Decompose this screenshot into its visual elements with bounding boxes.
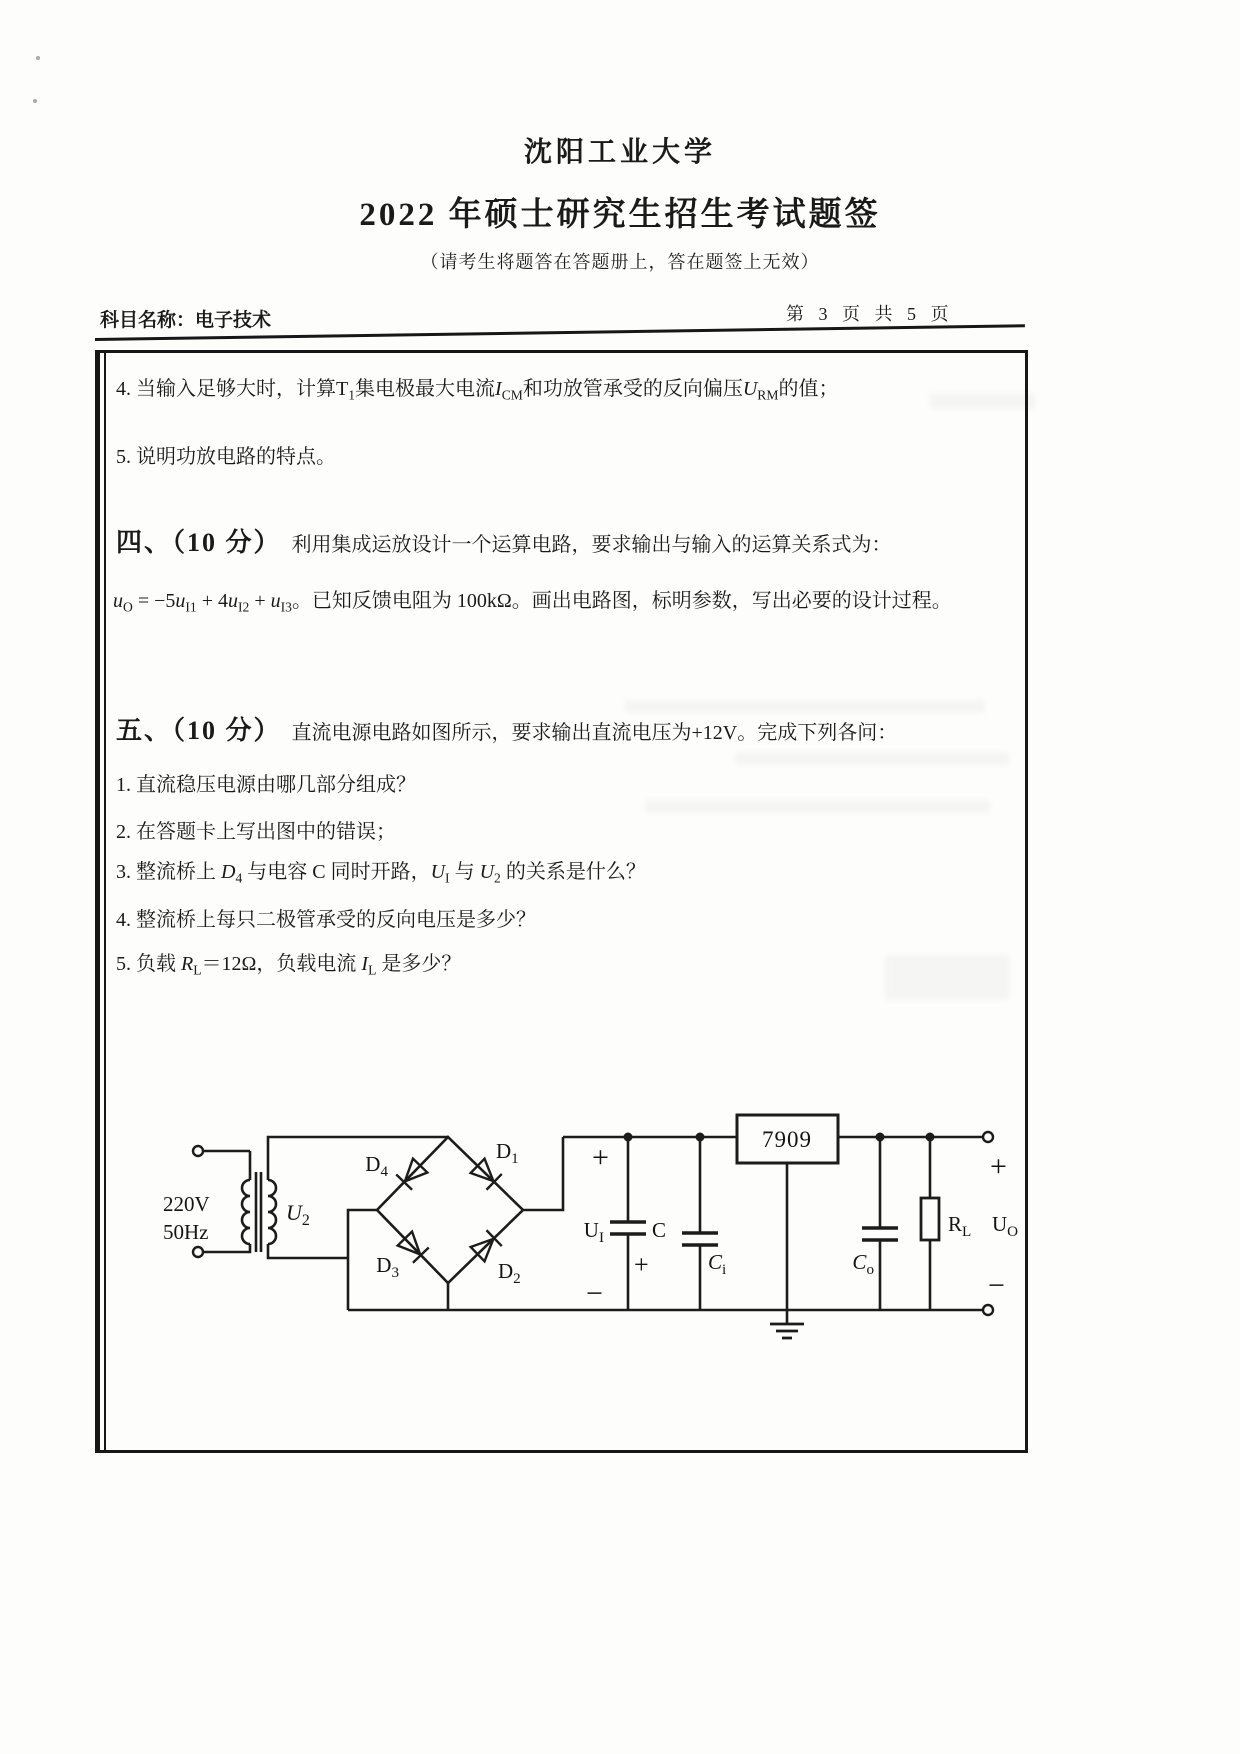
section-5-item-3: 3. 整流桥上 $D_4$ 与电容 C 同时开路，$U_I$ 与 $U_2$ 的关系是什么？ [116, 861, 646, 886]
output-terminal-top [983, 1132, 993, 1142]
diode-d2-label: $D_2$ [498, 1259, 521, 1287]
section-4-intro: 利用集成运放设计一个运算电路，要求输出与输入的运算关系式为： [291, 534, 892, 556]
capacitor-c-label: C [652, 1218, 667, 1242]
section-4-formula: $u_O = -5u_{I1} + 4u_{I2} + u_{I3}$。已知反馈电阻为 100kΩ。画出电路图，标明参数，写出必要的设计过程。 [113, 590, 952, 615]
question-border-box-inner-line [104, 353, 106, 1450]
output-minus-sign: − [988, 1269, 1005, 1302]
input-terminal-bottom [193, 1247, 203, 1257]
ground-icon [770, 1324, 804, 1338]
load-resistor-label: $R_L$ [948, 1212, 972, 1240]
source-voltage-label: 220V [163, 1192, 210, 1216]
transformer-secondary-coil [268, 1180, 276, 1244]
input-voltage-label: $U_I$ [583, 1218, 604, 1246]
section-5-item-2: 2. 在答题卡上写出图中的错误； [116, 821, 396, 843]
page-indicator: 第 3 页 共 5 页 [786, 304, 954, 324]
scan-speck [33, 99, 37, 103]
input-minus-sign: − [586, 1277, 603, 1310]
university-name: 沈阳工业大学 [523, 137, 716, 168]
scan-speck [36, 56, 40, 60]
section-5-number: 五、（10 分） [116, 716, 282, 745]
transformer-core [256, 1172, 261, 1252]
section-5-heading-line [116, 716, 897, 748]
section-5-item-1: 1. 直流稳压电源由哪几部分组成？ [116, 774, 416, 796]
capacitor-c-icon [610, 1222, 646, 1234]
exam-title: 2022 年硕士研究生招生考试题签 [359, 197, 881, 233]
section-5-item-4: 4. 整流桥上每只二极管承受的反向电压是多少？ [116, 909, 536, 931]
transformer [242, 1172, 276, 1252]
secondary-voltage-label: $U_2$ [286, 1200, 310, 1229]
capacitor-co-label: $C_o$ [852, 1250, 874, 1278]
circuit-diagram [150, 1105, 1030, 1365]
transformer-primary-coil [242, 1180, 250, 1244]
capacitor-ci-label: $C_i$ [708, 1250, 727, 1278]
exam-note: （请考生将题答在答题册上，答在题签上无效） [420, 252, 820, 272]
input-terminal-top [193, 1146, 203, 1156]
output-voltage-label: $U_O$ [992, 1212, 1019, 1240]
capacitor-co-icon [862, 1228, 898, 1240]
source-frequency-label: 50Hz [163, 1220, 209, 1244]
section-4-heading-line [116, 528, 892, 560]
section-4-number: 四、（10 分） [116, 528, 282, 557]
output-plus-sign: + [990, 1150, 1007, 1183]
diode-d3-label: $D_3$ [376, 1253, 399, 1281]
section-5-intro: 直流电源电路如图所示，要求输出直流电压为+12V。完成下列各问： [291, 722, 898, 744]
capacitor-ci-icon [682, 1233, 718, 1245]
capacitor-c-polarity-sign: + [634, 1250, 649, 1279]
load-resistor-icon [921, 1198, 939, 1240]
question-3-item-4: 4. 当输入足够大时，计算$T_1$集电极最大电流$I_{CM}$和功放管承受的反向偏压$U_{RM}$的值； [116, 378, 839, 403]
input-plus-sign: + [592, 1141, 609, 1174]
subject-label: 科目名称：电子技术 [100, 310, 272, 331]
question-3-item-5: 5. 说明功放电路的特点。 [116, 446, 336, 468]
output-terminal-bottom [983, 1305, 993, 1315]
regulator-label: 7909 [762, 1127, 812, 1152]
diode-d1-label: $D_1$ [496, 1139, 519, 1167]
section-5-item-5: 5. 负载 $R_L=12\Omega$，负载电流 $I_L$ 是多少？ [116, 953, 462, 978]
diode-d4-label: $D_4$ [365, 1152, 388, 1180]
